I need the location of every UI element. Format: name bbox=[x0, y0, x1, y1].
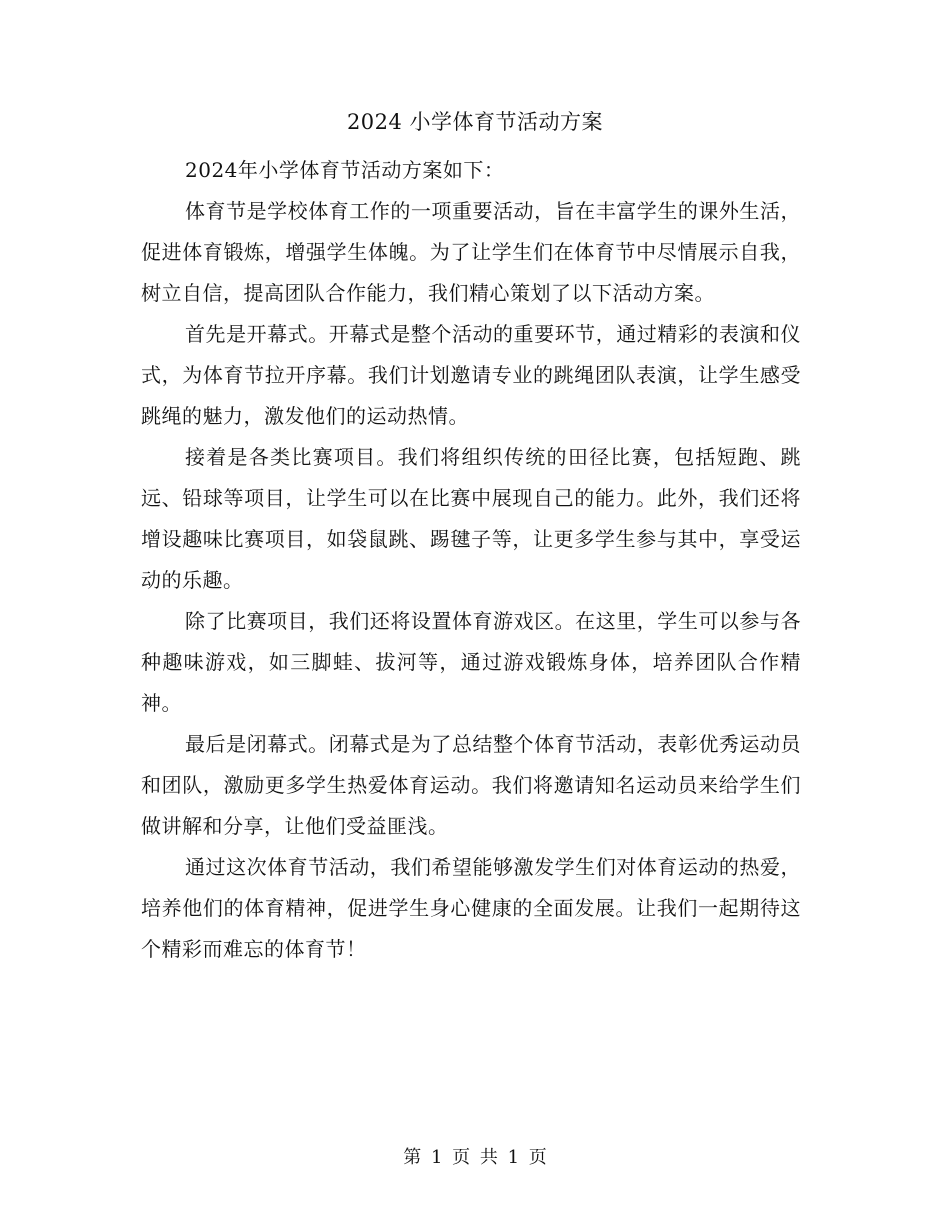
page-number-footer: 第 1 页 共 1 页 bbox=[403, 1147, 547, 1168]
intro-paragraph: 2024年小学体育节活动方案如下： bbox=[185, 158, 505, 182]
closing-ceremony-paragraph: 最后是闭幕式。闭幕式是为了总结整个体育节活动，表彰优秀运动员和团队，激励更多学生热爱体育运动。我们将邀请知名运动员来给学生们做讲解和分享，让他们受益匪浅。 bbox=[141, 732, 801, 838]
competitions-paragraph: 接着是各类比赛项目。我们将组织传统的田径比赛，包括短跑、跳远、铅球等项目，让学生可以在比赛中展现自己的能力。此外，我们还将增设趣味比赛项目，如袋鼠跳、踢毽子等，让更多学生参与其中，享受运动的乐趣。 bbox=[141, 445, 801, 592]
opening-ceremony-paragraph: 首先是开幕式。开幕式是整个活动的重要环节，通过精彩的表演和仪式，为体育节拉开序幕。我们计划邀请专业的跳绳团队表演，让学生感受跳绳的魅力，激发他们的运动热情。 bbox=[141, 322, 801, 428]
document-body bbox=[141, 150, 801, 970]
purpose-paragraph: 体育节是学校体育工作的一项重要活动，旨在丰富学生的课外生活，促进体育锻炼，增强学生体魄。为了让学生们在体育节中尽情展示自我，树立自信，提高团队合作能力，我们精心策划了以下活动方案。 bbox=[141, 199, 801, 305]
document-title: 2024 小学体育节活动方案 bbox=[346, 110, 604, 134]
conclusion-paragraph: 通过这次体育节活动，我们希望能够激发学生们对体育运动的热爱，培养他们的体育精神，促进学生身心健康的全面发展。让我们一起期待这个精彩而难忘的体育节！ bbox=[141, 855, 801, 961]
games-area-paragraph: 除了比赛项目，我们还将设置体育游戏区。在这里，学生可以参与各种趣味游戏，如三脚蛙、拔河等，通过游戏锻炼身体，培养团队合作精神。 bbox=[141, 609, 801, 715]
